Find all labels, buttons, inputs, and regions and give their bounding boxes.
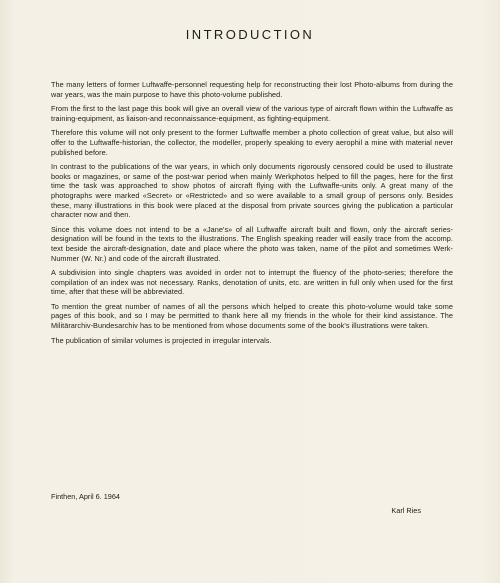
- paragraph-7: To mention the great number of names of all the persons which helped to create this photo-volume would take some pages of this book, and so I may be permitted to thank here all my friends in the whole for their kind assistance. The Militärarchiv-Bundesarchiv has to be mentioned from whose documents some of the book's illustrations were taken.: [51, 301, 453, 331]
- paragraph-6: A subdivision into single chapters was avoided in order not to interrupt the fluency of the photo-series; therefore the compilation of an index was not necessary. Ranks, denotation of units, etc. are written in full only when used for the first time, after that these will be abbreviated.: [51, 268, 453, 297]
- place-date: Finthen, April 6. 1964: [51, 492, 120, 501]
- author-name: Karl Ries: [391, 506, 421, 515]
- paragraph-5: Since this volume does not intend to be a «Jane's» of all Luftwaffe aircraft built and flown, only the aircraft series-designation will be found in the texts to the illustrations. The English speaking reader will easily trace from the accomp. text beside the aircraft-designation, date and place where the photo was taken, name of the pilot and sometimes Werk-Nummer (W. Nr.) and code of the aircraft illustrated.: [51, 224, 453, 263]
- paragraph-4: In contrast to the publications of the war years, in which only documents rigorously censored could be used to illustrate books or magazines, or same of the post-war period when mainly Werkphotos helped to fill the pages, here for the first time the task was approached to show photos of aircraft flying with the Luftwaffe-units only. A great many of the photographs were marked «Secret» or «Restricted» and so were available to a small group of persons only. Besides these, many illustrations in this book were placed at the disposal from private sources giving the publication a particular character now and then.: [51, 162, 453, 220]
- paragraph-3: Therefore this volume will not only present to the former Luftwaffe member a photo collection of great value, but also will offer to the Luftwaffe-historian, the collector, the modeller, properly speaking to every aerophil a mine with material never published before.: [51, 128, 453, 157]
- paragraph-1: The many letters of former Luftwaffe-personnel requesting help for reconstructing their lost Photo-albums from during the war years, was the main purpose to have this photo-volume published.: [51, 80, 453, 99]
- page-title: INTRODUCTION: [185, 27, 315, 42]
- introduction-body: [51, 80, 453, 350]
- paragraph-2: From the first to the last page this book will give an overall view of the various type of aircraft flown within the Luftwaffe as training-equipment, as liaison-and reconnaissance-equipment, as fighting-equipment.: [51, 104, 453, 123]
- paragraph-8: The publication of similar volumes is projected in irregular intervals.: [51, 335, 272, 345]
